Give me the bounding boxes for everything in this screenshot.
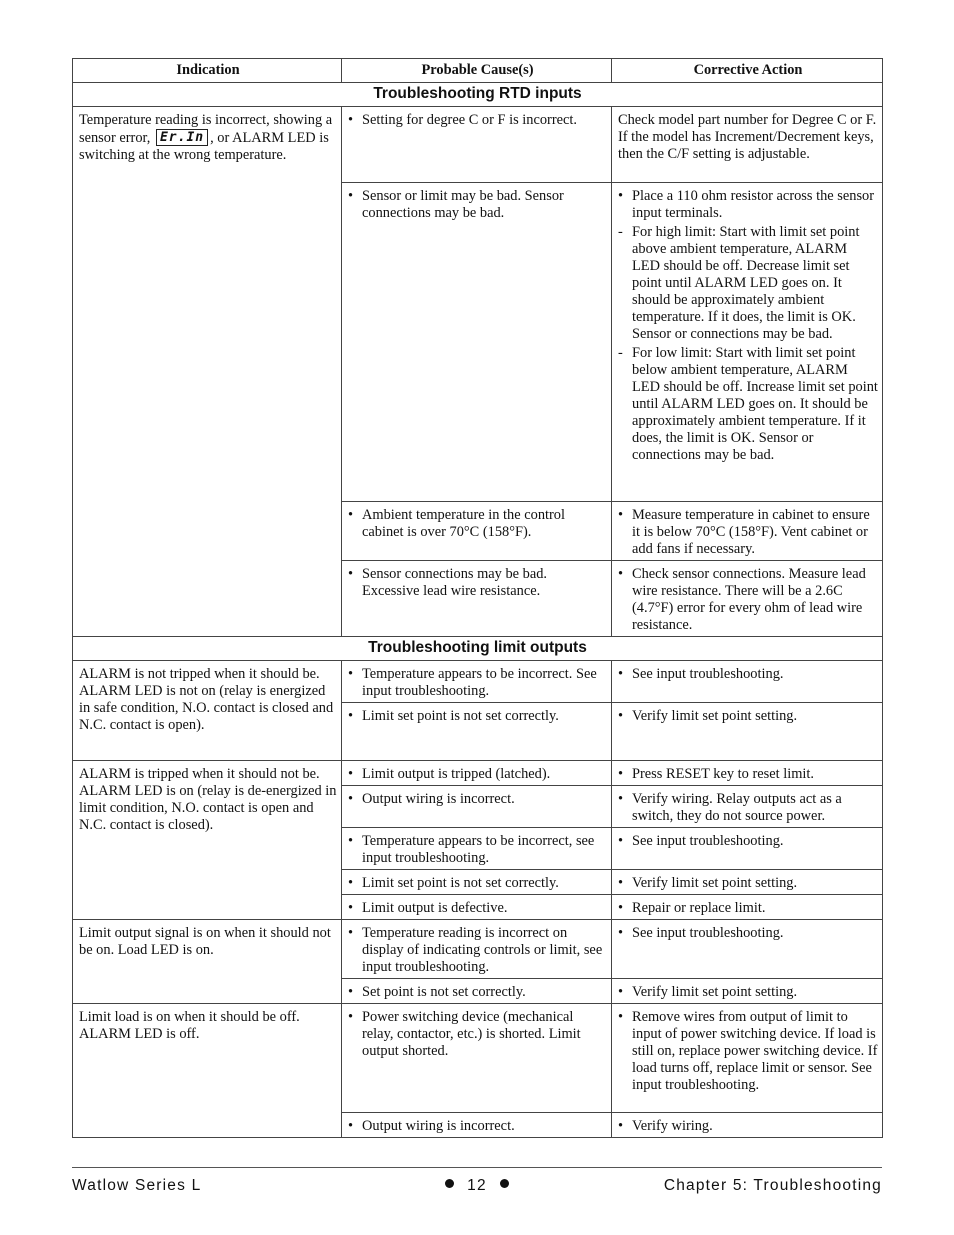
indication-cell — [73, 107, 342, 637]
section-row-rtd — [73, 83, 883, 107]
table-header-row — [73, 59, 883, 83]
cause-cell — [342, 502, 612, 561]
cause-text: • Sensor or limit may be bad. Sensor connections may be bad. — [348, 188, 607, 222]
cause-text: • Output wiring is incorrect. — [348, 791, 607, 808]
cause-cell — [342, 183, 612, 502]
sensor-error-code: Er.In — [156, 129, 208, 146]
cause-text: • Limit output is defective. — [348, 900, 607, 917]
action-high-limit-text: - For high limit: Start with limit set point above ambient temperature, ALARM LED should be off. Decrease limit set point until ALARM LED goes on. It should be approximately ambient temperature. If it does, the limit is OK. Sensor or connections may be bad. — [618, 224, 878, 343]
action-cell — [612, 661, 883, 703]
action-cell — [612, 761, 883, 786]
table-row — [73, 1004, 883, 1113]
cause-text: • Power switching device (mechanical relay, contactor, etc.) is shorted. Limit output shorted. — [348, 1009, 607, 1060]
cause-text: • Output wiring is incorrect. — [348, 1118, 607, 1135]
cause-cell — [342, 761, 612, 786]
action-cell — [612, 979, 883, 1004]
cause-cell — [342, 661, 612, 703]
section-title-limit: Troubleshooting limit outputs — [73, 637, 883, 661]
action-text: • Remove wires from output of limit to input of power switching device. If load is still on, replace power switching device. If load turns off, replace limit or sensor. See input troubleshooting. — [618, 1009, 878, 1094]
cause-cell — [342, 786, 612, 828]
action-cell — [612, 870, 883, 895]
cause-cell — [342, 828, 612, 870]
footer-product-name: Watlow Series L — [72, 1177, 202, 1194]
footer-chapter-title: Chapter 5: Troubleshooting — [663, 1177, 882, 1194]
action-cell — [612, 703, 883, 761]
cause-cell — [342, 561, 612, 637]
cause-cell — [342, 1004, 612, 1113]
action-cell — [612, 920, 883, 979]
action-cell — [612, 895, 883, 920]
bullet-dot-icon — [500, 1179, 509, 1188]
section-row-limit — [73, 637, 883, 661]
action-text: • Check sensor connections. Measure lead wire resistance. There will be a 2.6C (4.7°F) error for every ohm of lead wire resistance. — [618, 566, 878, 634]
cause-cell — [342, 895, 612, 920]
indication-text: ALARM is not tripped when it should be. ALARM LED is not on (relay is energized in safe condition, N.O. contact is closed and N.C. contact is open). — [79, 666, 334, 733]
action-text: • Verify limit set point setting. — [618, 708, 878, 725]
table-row — [73, 920, 883, 979]
cause-text: • Limit output is tripped (latched). — [348, 766, 607, 783]
table-row — [73, 661, 883, 703]
bullet-dot-icon — [445, 1179, 454, 1188]
indication-text: Limit output signal is on when it should not be on. Load LED is on. — [79, 925, 331, 958]
action-text: • Verify wiring. Relay outputs act as a switch, they do not source power. — [618, 791, 878, 825]
action-cell — [612, 107, 883, 183]
cause-cell — [342, 870, 612, 895]
cause-cell — [342, 107, 612, 183]
cause-text: • Temperature reading is incorrect on display of indicating controls or limit, see input troubleshooting. — [348, 925, 607, 976]
action-cell — [612, 786, 883, 828]
action-text: • See input troubleshooting. — [618, 666, 878, 683]
action-text: • Repair or replace limit. — [618, 900, 878, 917]
action-cell — [612, 561, 883, 637]
action-text: • Place a 110 ohm resistor across the sensor input terminals. — [618, 188, 878, 222]
cause-text: • Ambient temperature in the control cabinet is over 70°C (158°F). — [348, 507, 607, 541]
action-text: • Press RESET key to reset limit. — [618, 766, 878, 783]
cause-text: • Set point is not set correctly. — [348, 984, 607, 1001]
cause-text: • Sensor connections may be bad. Excessive lead wire resistance. — [348, 566, 607, 600]
cause-text: • Limit set point is not set correctly. — [348, 875, 607, 892]
action-cell — [612, 502, 883, 561]
action-text: • See input troubleshooting. — [618, 925, 878, 942]
cause-cell — [342, 1113, 612, 1138]
cause-text: • Limit set point is not set correctly. — [348, 708, 607, 725]
action-text: • See input troubleshooting. — [618, 833, 878, 850]
action-cell — [612, 1004, 883, 1113]
header-probable-cause: Probable Cause(s) — [342, 59, 612, 83]
cause-text: • Setting for degree C or F is incorrect. — [348, 112, 607, 129]
header-corrective-action: Corrective Action — [612, 59, 883, 83]
indication-cell — [73, 661, 342, 761]
indication-cell — [73, 920, 342, 1004]
indication-text: , or ALARM LED is switching at the wrong temperature. — [79, 130, 329, 163]
indication-cell — [73, 1004, 342, 1138]
troubleshooting-table — [72, 58, 883, 1138]
action-cell — [612, 183, 883, 502]
cause-text: • Temperature appears to be incorrect. See input troubleshooting. — [348, 666, 607, 700]
indication-text: Limit load is on when it should be off. ALARM LED is off. — [79, 1009, 300, 1042]
action-low-limit-text: - For low limit: Start with limit set point below ambient temperature, ALARM LED should be off. Increase limit set point until ALARM LED goes on. It should be approximately ambient temperature. If it does, the limit is OK. Sensor or connections may be bad. — [618, 345, 878, 464]
action-text: • Verify limit set point setting. — [618, 984, 878, 1001]
action-text: Check model part number for Degree C or F. If the model has Increment/Decrement keys, then the C/F setting is adjustable. — [618, 112, 877, 162]
cause-text: • Temperature appears to be incorrect, see input troubleshooting. — [348, 833, 607, 867]
cause-cell — [342, 703, 612, 761]
action-cell — [612, 1113, 883, 1138]
cause-cell — [342, 979, 612, 1004]
footer-divider — [72, 1167, 882, 1168]
action-cell — [612, 828, 883, 870]
table-row — [73, 761, 883, 786]
action-text: • Verify limit set point setting. — [618, 875, 878, 892]
header-indication: Indication — [73, 59, 342, 83]
section-title-rtd: Troubleshooting RTD inputs — [73, 83, 883, 107]
indication-cell — [73, 761, 342, 920]
action-text: • Measure temperature in cabinet to ensure it is below 70°C (158°F). Vent cabinet or add fans if necessary. — [618, 507, 878, 558]
cause-cell — [342, 920, 612, 979]
indication-text: Temperature reading is incorrect, showing a sensor error, — [79, 112, 333, 146]
indication-text: ALARM is tripped when it should not be. ALARM LED is on (relay is de-energized in limit condition, N.O. contact is open and N.C. contact is closed). — [79, 766, 337, 833]
page-number: 12 — [467, 1177, 487, 1194]
action-text: • Verify wiring. — [618, 1118, 878, 1135]
table-row — [73, 107, 883, 183]
